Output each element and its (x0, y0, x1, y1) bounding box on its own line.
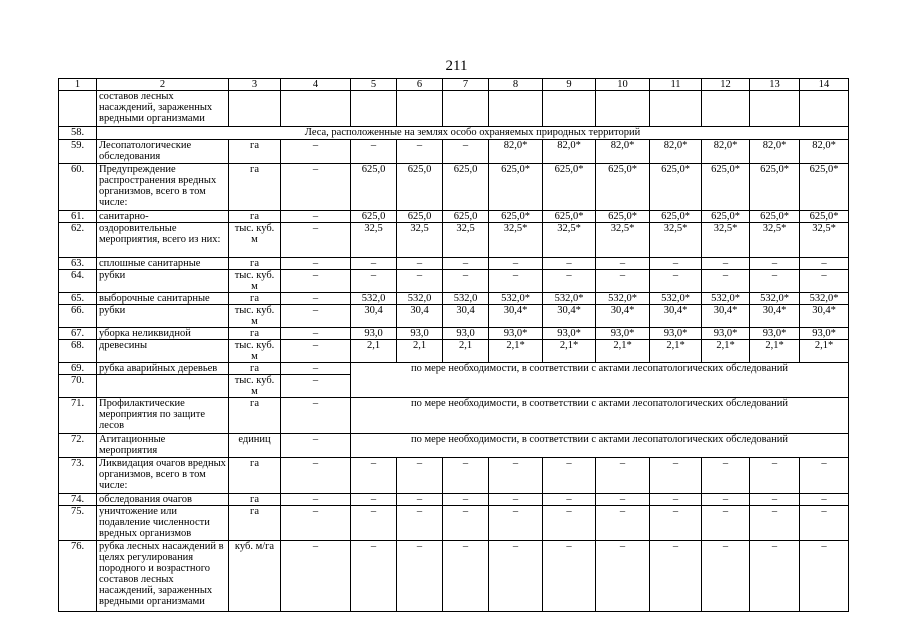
table-cell: Агитационные мероприятия (97, 434, 229, 458)
table-cell: – (750, 541, 800, 612)
table-cell: тыс. куб. м (229, 305, 281, 328)
table-row (59, 127, 849, 140)
column-header: 6 (397, 79, 443, 91)
table-cell: – (281, 328, 351, 340)
table-cell: 30,4 (351, 305, 397, 328)
table-cell: га (229, 398, 281, 434)
table-cell: 70. (59, 375, 97, 398)
table-cell: 60. (59, 164, 97, 211)
table-cell: – (650, 270, 702, 293)
table-cell: 93,0* (800, 328, 849, 340)
table-row (59, 506, 849, 541)
table-cell: рубка аварийных деревьев (97, 363, 229, 375)
table-cell: древесины (97, 340, 229, 363)
table-cell: 82,0* (543, 140, 596, 164)
table-cell: 625,0* (489, 164, 543, 211)
table-cell: 32,5* (650, 223, 702, 258)
table-cell: – (543, 494, 596, 506)
table-cell: 625,0* (750, 211, 800, 223)
table-row (59, 458, 849, 494)
table-cell (351, 91, 397, 127)
table-row (59, 91, 849, 127)
table-cell: – (443, 140, 489, 164)
table-cell: 532,0* (702, 293, 750, 305)
table-cell: 61. (59, 211, 97, 223)
table-cell: 58. (59, 127, 97, 140)
table-cell: 625,0* (800, 211, 849, 223)
table-cell: га (229, 363, 281, 375)
column-header: 8 (489, 79, 543, 91)
table-cell: 2,1 (351, 340, 397, 363)
column-header: 4 (281, 79, 351, 91)
table-cell: 30,4 (397, 305, 443, 328)
table-row (59, 258, 849, 270)
table-cell: 625,0* (543, 164, 596, 211)
table-cell: – (443, 541, 489, 612)
table-cell: – (281, 305, 351, 328)
table-cell: – (281, 458, 351, 494)
table-cell: 32,5* (800, 223, 849, 258)
column-header: 1 (59, 79, 97, 91)
table-cell (650, 91, 702, 127)
table-cell: – (543, 541, 596, 612)
table-cell: выборочные санитарные (97, 293, 229, 305)
table-row (59, 223, 849, 258)
table-cell: – (351, 258, 397, 270)
table-cell: рубки (97, 305, 229, 328)
table-cell: – (596, 494, 650, 506)
column-header: 10 (596, 79, 650, 91)
table-cell: уничтожение или подавление численности вредных организмов (97, 506, 229, 541)
table-cell: 30,4* (702, 305, 750, 328)
table-cell: тыс. куб. м (229, 270, 281, 293)
table-cell: 625,0 (397, 164, 443, 211)
table-cell: 2,1* (750, 340, 800, 363)
table-cell: сплошные санитарные (97, 258, 229, 270)
table-cell: Лесопатологические обследования (97, 140, 229, 164)
table-cell: 74. (59, 494, 97, 506)
table-cell: 532,0* (543, 293, 596, 305)
table-cell: – (800, 270, 849, 293)
table-cell: – (800, 458, 849, 494)
table-cell: 2,1* (489, 340, 543, 363)
table-cell: 532,0 (351, 293, 397, 305)
table-cell: 32,5* (596, 223, 650, 258)
table-cell: – (750, 270, 800, 293)
table-cell: 68. (59, 340, 97, 363)
table-cell: 625,0 (443, 164, 489, 211)
table-cell: – (702, 494, 750, 506)
table-cell: – (281, 363, 351, 375)
column-header: 12 (702, 79, 750, 91)
table-cell: 532,0* (596, 293, 650, 305)
table-cell: – (750, 458, 800, 494)
table-cell: Профилактические мероприятия по защите лесов (97, 398, 229, 434)
table-cell: – (702, 258, 750, 270)
table-cell: – (650, 506, 702, 541)
table-cell: – (489, 494, 543, 506)
table-cell: 93,0* (750, 328, 800, 340)
table-cell: 93,0 (351, 328, 397, 340)
table-row (59, 494, 849, 506)
table-cell: – (397, 458, 443, 494)
table-cell: тыс. куб. м (229, 340, 281, 363)
table-row (59, 270, 849, 293)
table-row (59, 398, 849, 434)
table-cell: 63. (59, 258, 97, 270)
table-cell: 93,0 (443, 328, 489, 340)
table-cell: 82,0* (596, 140, 650, 164)
table-cell: – (800, 506, 849, 541)
table-cell: 625,0 (397, 211, 443, 223)
table-cell: – (800, 494, 849, 506)
table-cell: 82,0* (800, 140, 849, 164)
table-cell: – (351, 506, 397, 541)
table-cell: – (489, 258, 543, 270)
table-cell: га (229, 293, 281, 305)
table-cell: – (489, 458, 543, 494)
table-row (59, 340, 849, 363)
table-cell: 65. (59, 293, 97, 305)
table-cell: 93,0* (543, 328, 596, 340)
table-cell: – (750, 258, 800, 270)
section-title: Леса, расположенные на землях особо охраняемых природных территорий (97, 127, 849, 140)
table-cell (59, 91, 97, 127)
table-cell: 30,4* (650, 305, 702, 328)
table-cell: – (397, 494, 443, 506)
table-cell: 2,1* (543, 340, 596, 363)
column-header: 11 (650, 79, 702, 91)
table-cell: обследования очагов (97, 494, 229, 506)
table-cell: га (229, 164, 281, 211)
page-number: 211 (445, 58, 468, 74)
table-cell: – (650, 541, 702, 612)
table-cell: 2,1* (650, 340, 702, 363)
table-cell: – (397, 541, 443, 612)
table-cell (229, 91, 281, 127)
table-cell: – (281, 541, 351, 612)
table-cell: – (281, 293, 351, 305)
table-cell: 625,0* (596, 164, 650, 211)
table-cell: га (229, 140, 281, 164)
table-cell: – (800, 258, 849, 270)
table-cell: – (397, 506, 443, 541)
table-cell: 2,1 (397, 340, 443, 363)
table-cell: 76. (59, 541, 97, 612)
table-cell: куб. м/га (229, 541, 281, 612)
table-cell: 625,0 (351, 211, 397, 223)
table-cell: 71. (59, 398, 97, 434)
table-cell: 532,0* (800, 293, 849, 305)
table-cell: рубки (97, 270, 229, 293)
table-cell: – (543, 506, 596, 541)
table-cell: 59. (59, 140, 97, 164)
table-cell: 532,0 (443, 293, 489, 305)
table-cell: 30,4* (543, 305, 596, 328)
table-cell: тыс. куб. м (229, 223, 281, 258)
table-cell: рубка лесных насаждений в целях регулирования породного и возрастного составов лесных насаждений, зараженных вредными организмами (97, 541, 229, 612)
table-body (59, 91, 849, 612)
table-cell: 532,0 (397, 293, 443, 305)
table-cell: 30,4* (750, 305, 800, 328)
table-cell: – (281, 164, 351, 211)
table-cell: – (281, 506, 351, 541)
table-cell: 32,5 (351, 223, 397, 258)
table-cell: – (489, 541, 543, 612)
table-cell: – (351, 494, 397, 506)
table-cell: 625,0 (443, 211, 489, 223)
table-row (59, 140, 849, 164)
table-cell: – (650, 258, 702, 270)
table-row (59, 305, 849, 328)
table-cell: 532,0* (650, 293, 702, 305)
table-row (59, 363, 849, 375)
table-cell (750, 91, 800, 127)
table-cell: – (750, 494, 800, 506)
table-cell: – (281, 211, 351, 223)
table-cell: 66. (59, 305, 97, 328)
table-cell: – (397, 258, 443, 270)
table-cell: 625,0* (800, 164, 849, 211)
table-cell: – (543, 458, 596, 494)
table-cell: – (702, 458, 750, 494)
table-cell: – (650, 494, 702, 506)
table-cell: – (397, 140, 443, 164)
table-cell: – (489, 506, 543, 541)
table-cell: тыс. куб. м (229, 375, 281, 398)
table-cell (397, 91, 443, 127)
column-header: 9 (543, 79, 596, 91)
table-cell: – (443, 506, 489, 541)
table-cell: – (281, 340, 351, 363)
table-cell: 75. (59, 506, 97, 541)
table-cell: га (229, 328, 281, 340)
merged-note: по мере необходимости, в соответствии с актами лесопатологических обследований (351, 363, 849, 398)
table-cell: 532,0* (750, 293, 800, 305)
table-cell: 82,0* (702, 140, 750, 164)
table-cell: 625,0* (750, 164, 800, 211)
table-cell: 625,0* (650, 164, 702, 211)
table-cell: 67. (59, 328, 97, 340)
table-cell (543, 91, 596, 127)
table-cell: – (443, 270, 489, 293)
table-cell: – (543, 258, 596, 270)
table-cell: – (281, 140, 351, 164)
table-cell: га (229, 211, 281, 223)
table-cell: 82,0* (750, 140, 800, 164)
table-cell: – (750, 506, 800, 541)
table-cell: 2,1* (800, 340, 849, 363)
table-cell: – (281, 270, 351, 293)
table-cell: – (351, 270, 397, 293)
table-cell: 2,1* (702, 340, 750, 363)
merged-note: по мере необходимости, в соответствии с актами лесопатологических обследований (351, 434, 849, 458)
table-row (59, 434, 849, 458)
table-cell: 93,0* (650, 328, 702, 340)
table-row (59, 211, 849, 223)
table-cell: составов лесных насаждений, зараженных вредными организмами (97, 91, 229, 127)
table-cell: – (443, 494, 489, 506)
table-cell: – (596, 458, 650, 494)
table-cell: 82,0* (650, 140, 702, 164)
forest-protection-table (58, 78, 849, 612)
table-cell: 32,5* (489, 223, 543, 258)
table-cell: 625,0* (543, 211, 596, 223)
table-cell: 625,0* (702, 211, 750, 223)
table-row (59, 328, 849, 340)
table-cell: – (351, 458, 397, 494)
column-header: 14 (800, 79, 849, 91)
table-cell: – (281, 375, 351, 398)
table-row (59, 541, 849, 612)
table-cell: 32,5* (750, 223, 800, 258)
table-cell: 625,0* (596, 211, 650, 223)
table-cell: 2,1* (596, 340, 650, 363)
table-cell: 30,4* (800, 305, 849, 328)
table-cell: оздоровительные мероприятия, всего из них: (97, 223, 229, 258)
table-cell: – (800, 541, 849, 612)
table-cell (97, 375, 229, 398)
table-cell: – (702, 541, 750, 612)
table-cell: – (281, 258, 351, 270)
table-cell: 625,0* (650, 211, 702, 223)
table-cell: – (443, 258, 489, 270)
table-cell: 64. (59, 270, 97, 293)
table-cell: 93,0* (702, 328, 750, 340)
table-cell: 30,4 (443, 305, 489, 328)
table-cell: 625,0 (351, 164, 397, 211)
table-cell: – (397, 270, 443, 293)
table-cell: 32,5* (702, 223, 750, 258)
table-header-row (59, 79, 849, 91)
table-cell (596, 91, 650, 127)
table-row (59, 293, 849, 305)
table-cell: 62. (59, 223, 97, 258)
table-cell: уборка неликвидной (97, 328, 229, 340)
table-cell: 93,0 (397, 328, 443, 340)
table-cell: – (596, 541, 650, 612)
table-cell (800, 91, 849, 127)
table-cell: единиц (229, 434, 281, 458)
table-cell: – (281, 494, 351, 506)
table-cell: 32,5 (397, 223, 443, 258)
table-cell: 93,0* (596, 328, 650, 340)
table-cell: га (229, 506, 281, 541)
table-cell: – (596, 506, 650, 541)
table-cell: га (229, 494, 281, 506)
table-cell: – (351, 140, 397, 164)
table-cell: 30,4* (489, 305, 543, 328)
table-cell: – (281, 398, 351, 434)
table-cell: га (229, 458, 281, 494)
column-header: 7 (443, 79, 489, 91)
table-cell: 69. (59, 363, 97, 375)
table-cell: – (543, 270, 596, 293)
table-cell: 82,0* (489, 140, 543, 164)
table-cell (443, 91, 489, 127)
table-cell (702, 91, 750, 127)
table-cell: – (702, 506, 750, 541)
table-cell: – (443, 458, 489, 494)
table-cell: 2,1 (443, 340, 489, 363)
table-cell: 32,5 (443, 223, 489, 258)
column-header: 3 (229, 79, 281, 91)
table-cell (281, 91, 351, 127)
table-cell: 32,5* (543, 223, 596, 258)
table-cell: – (281, 223, 351, 258)
table-cell: 532,0* (489, 293, 543, 305)
table-cell (489, 91, 543, 127)
table-cell: 72. (59, 434, 97, 458)
table-cell: Ликвидация очагов вредных организмов, всего в том числе: (97, 458, 229, 494)
merged-note: по мере необходимости, в соответствии с актами лесопатологических обследований (351, 398, 849, 434)
column-header: 2 (97, 79, 229, 91)
table-cell: 93,0* (489, 328, 543, 340)
column-header: 13 (750, 79, 800, 91)
table-cell: га (229, 258, 281, 270)
table-cell: – (489, 270, 543, 293)
table-cell: санитарно- (97, 211, 229, 223)
table-cell: 73. (59, 458, 97, 494)
table-row (59, 164, 849, 211)
table-cell: 625,0* (702, 164, 750, 211)
table-cell: – (351, 541, 397, 612)
table-cell: – (596, 258, 650, 270)
table-cell: 30,4* (596, 305, 650, 328)
column-header: 5 (351, 79, 397, 91)
table-cell: – (596, 270, 650, 293)
table-cell: 625,0* (489, 211, 543, 223)
table-cell: – (702, 270, 750, 293)
table-cell: – (281, 434, 351, 458)
table-cell: Предупреждение распространения вредных организмов, всего в том числе: (97, 164, 229, 211)
table-cell: – (650, 458, 702, 494)
